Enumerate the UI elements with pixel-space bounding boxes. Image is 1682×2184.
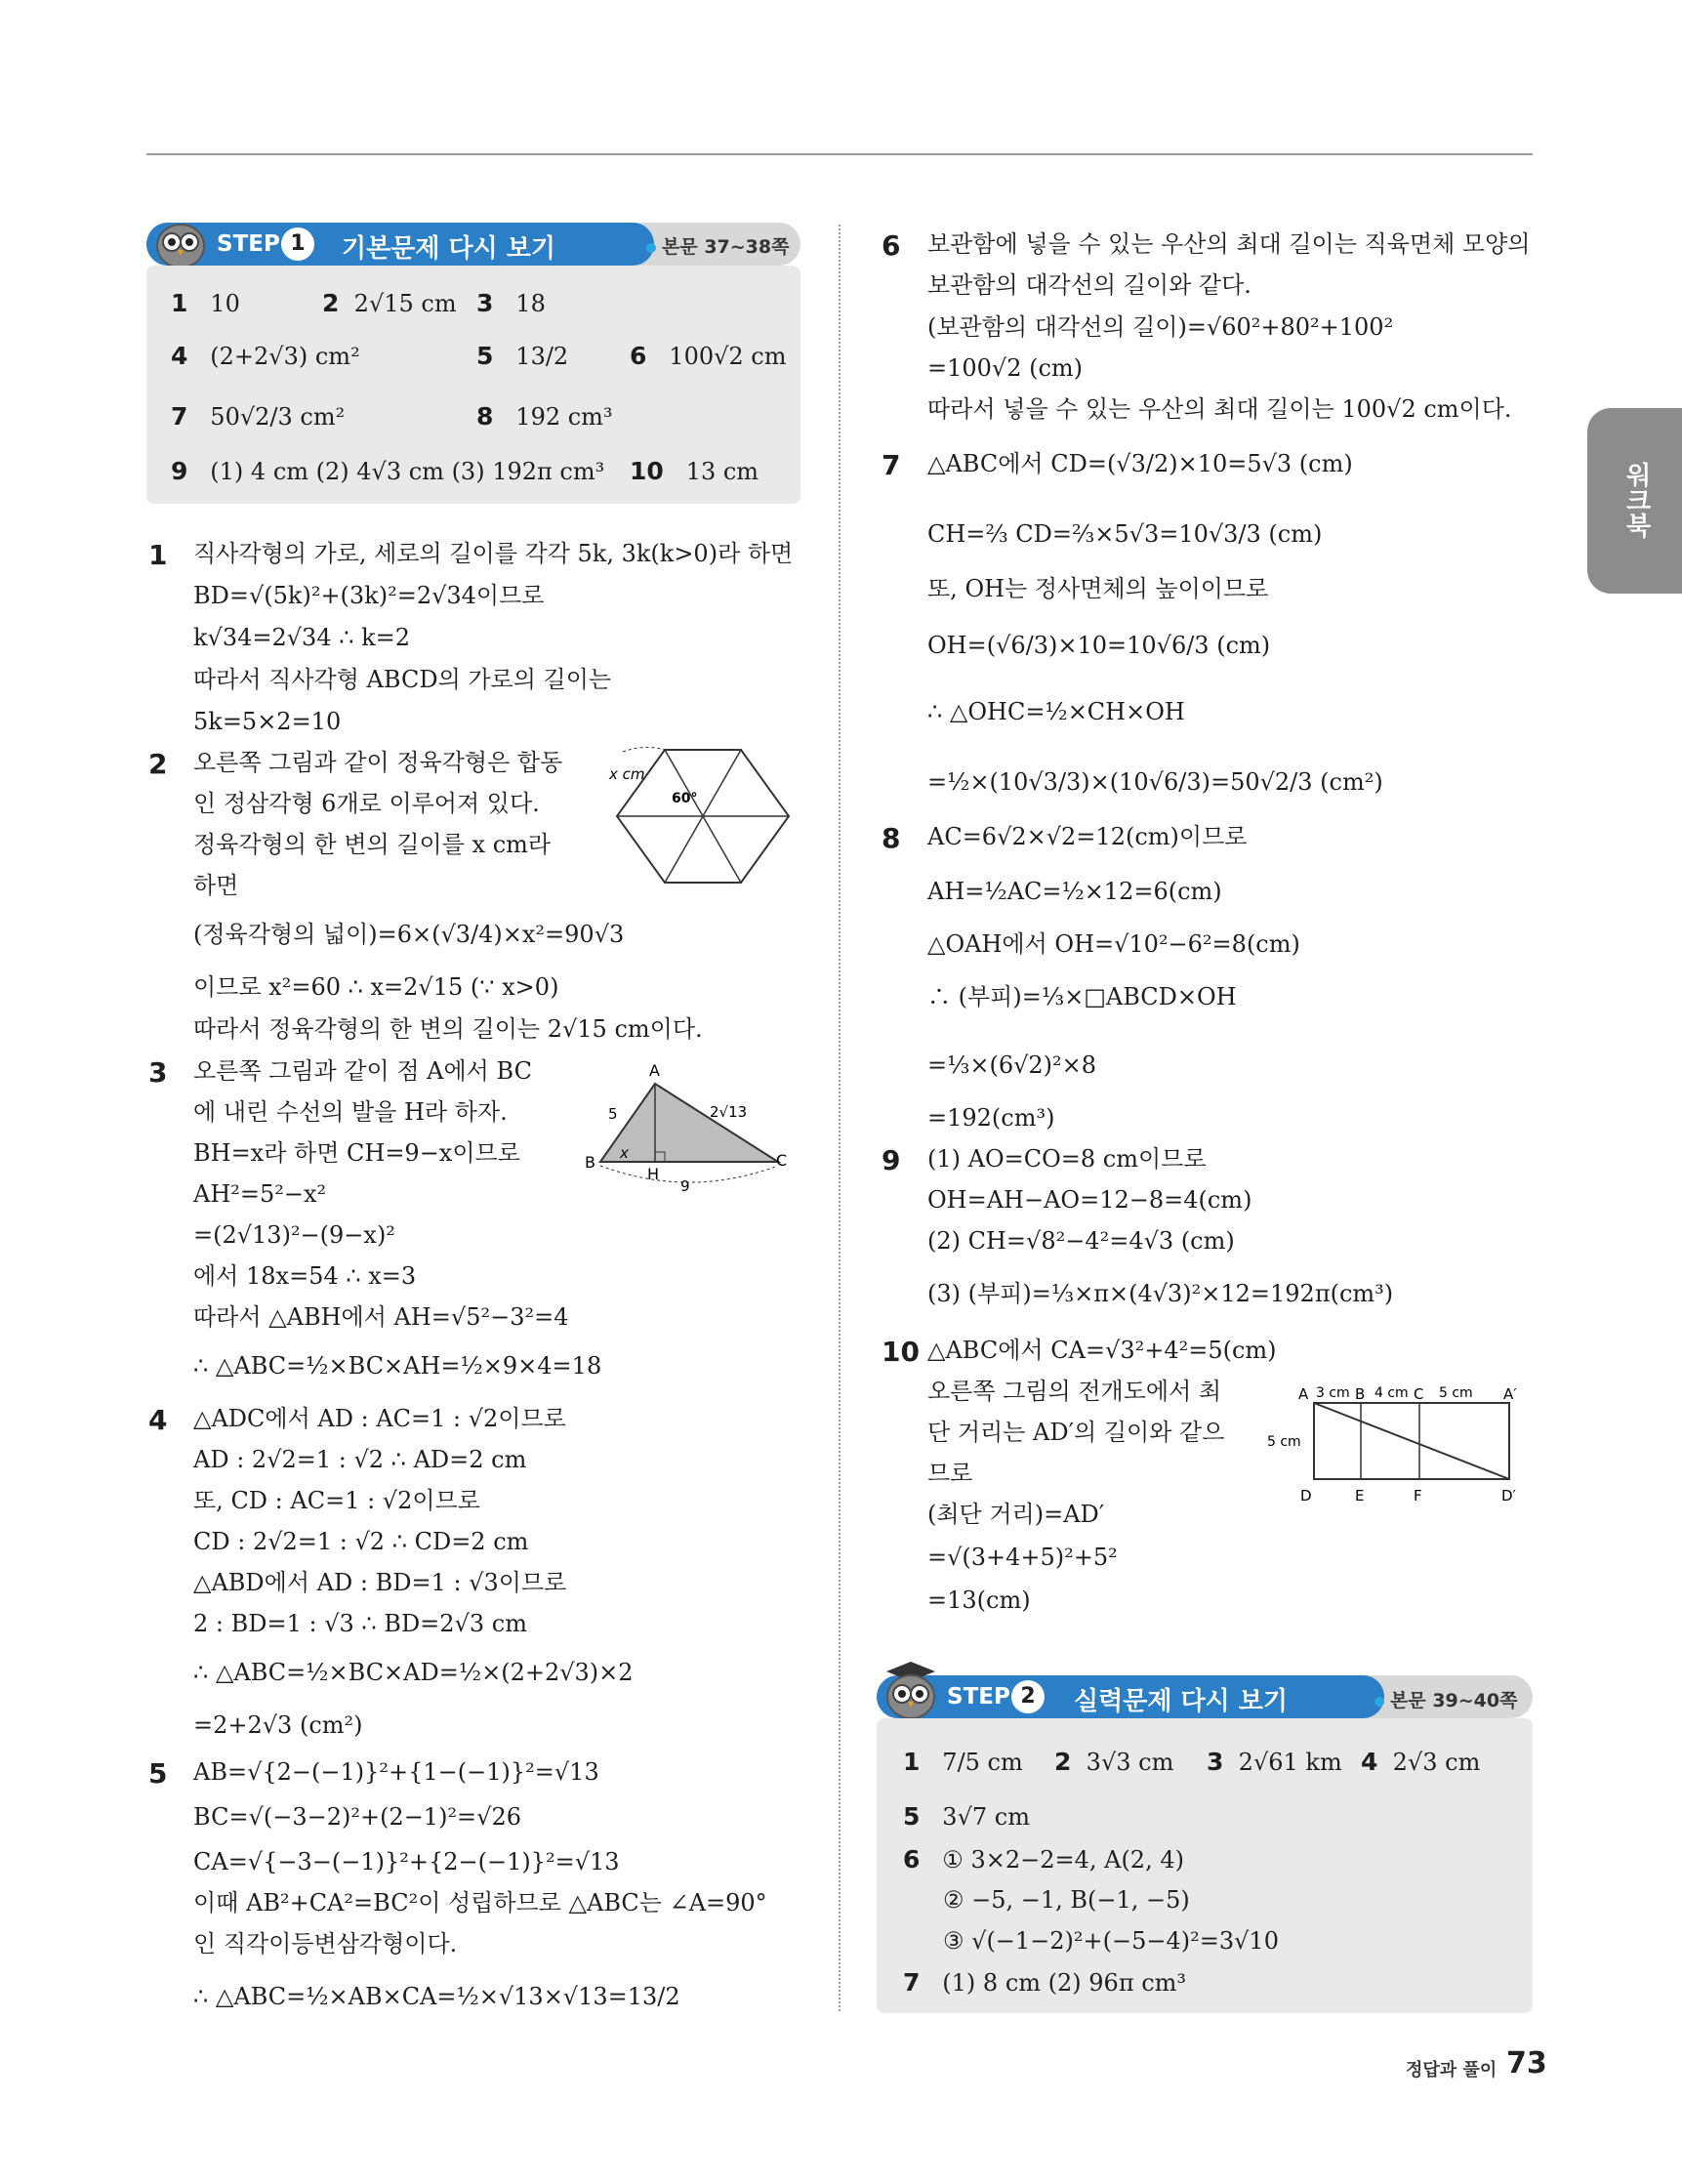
solution-line: 인 정삼각형 6개로 이루어져 있다. <box>193 790 540 817</box>
solution-line: ∴ (부피)=⅓×□ABCD×OH <box>927 983 1237 1010</box>
solution-line: AC=6√2×√2=12(cm)이므로 <box>927 823 1248 850</box>
top-rule <box>146 153 1533 155</box>
step1-answer: 4 (2+2√3) cm² <box>171 342 360 370</box>
triangle-figure <box>571 1062 800 1194</box>
problem-number: 10 <box>882 1336 920 1368</box>
solution-line: 따라서 넣을 수 있는 우산의 최대 길이는 100√2 cm이다. <box>927 395 1512 423</box>
problem-number: 7 <box>882 449 901 481</box>
solution-line: 므로 <box>927 1460 973 1487</box>
solution-line: 보관함의 대각선의 길이와 같다. <box>927 271 1251 299</box>
solution-line: 오른쪽 그림과 같이 점 A에서 BC <box>193 1057 532 1085</box>
solution-line: OH=(√6/3)×10=10√6/3 (cm) <box>927 632 1271 659</box>
solution-line: CA=√{−3−(−1)}²+{2−(−1)}²=√13 <box>193 1848 620 1875</box>
solution-line: =(2√13)²−(9−x)² <box>193 1221 395 1249</box>
solution-line: △ADC에서 AD : AC=1 : √2이므로 <box>193 1405 566 1432</box>
step1-ref: 본문 37~38쪽 <box>646 232 789 259</box>
net-label: A <box>1298 1385 1309 1403</box>
solution-line: 에 내린 수선의 발을 H라 하자. <box>193 1098 508 1126</box>
step2-answer: 1 7/5 cm <box>903 1748 1023 1776</box>
solution-line: 하면 <box>193 872 239 899</box>
solution-line: 정육각형의 한 변의 길이를 x cm라 <box>193 831 552 858</box>
shortest-path-line <box>1314 1403 1509 1479</box>
solution-line: ∴ △ABC=½×BC×AD=½×(2+2√3)×2 <box>193 1659 634 1686</box>
step2-answer: 4 2√3 cm <box>1361 1748 1481 1776</box>
problem-number: 1 <box>148 539 168 571</box>
hexagon-side-label: x cm <box>609 765 645 783</box>
side-label: 9 <box>680 1177 690 1194</box>
problem-number: 2 <box>148 748 168 780</box>
net-label: D′ <box>1501 1487 1516 1504</box>
solution-line: 또, OH는 정사면체의 높이이므로 <box>927 575 1269 602</box>
net-label: 4 cm <box>1374 1385 1409 1401</box>
solution-line: △ABC에서 CA=√3²+4²=5(cm) <box>927 1337 1277 1364</box>
solution-line: 에서 18x=54 ∴ x=3 <box>193 1262 417 1290</box>
solution-line: (보관함의 대각선의 길이)=√60²+80²+100² <box>927 313 1394 341</box>
step1-answer: 5 13/2 <box>476 342 569 370</box>
side-brace <box>623 747 665 752</box>
solution-line: 2 : BD=1 : √3 ∴ BD=2√3 cm <box>193 1610 527 1637</box>
footer-label: 정답과 풀이 <box>1406 2060 1497 2081</box>
side-label: 2√13 <box>710 1103 748 1121</box>
solution-line: ∴ △ABC=½×BC×AH=½×9×4=18 <box>193 1352 602 1380</box>
net-label: A′ <box>1503 1385 1517 1403</box>
solution-line: =⅓×(6√2)²×8 <box>927 1051 1097 1079</box>
solution-line: (1) AO=CO=8 cm이므로 <box>927 1145 1207 1173</box>
net-figure <box>1259 1381 1533 1508</box>
step2-answer: 3 2√61 km <box>1207 1748 1342 1776</box>
hexagon-angle-label: 60° <box>672 791 698 806</box>
problem-number: 6 <box>882 229 901 262</box>
step1-answer: 7 50√2/3 cm² <box>171 402 346 431</box>
step2-answer: ③ √(−1−2)²+(−5−4)²=3√10 <box>943 1927 1279 1955</box>
problem-number: 9 <box>882 1144 901 1176</box>
solution-line: AD : 2√2=1 : √2 ∴ AD=2 cm <box>193 1446 527 1473</box>
solution-line: =√(3+4+5)²+5² <box>927 1544 1118 1571</box>
net-label: F <box>1414 1487 1422 1504</box>
solution-line: OH=AH−AO=12−8=4(cm) <box>927 1186 1252 1214</box>
solution-line: =13(cm) <box>927 1586 1031 1614</box>
solution-line: 또, CD : AC=1 : √2이므로 <box>193 1487 480 1514</box>
step2-answer: 2 3√3 cm <box>1054 1748 1174 1776</box>
step1-answer: 8 192 cm³ <box>476 402 613 431</box>
hexagon-figure <box>605 742 800 888</box>
step2-ref: 본문 39~40쪽 <box>1374 1686 1517 1712</box>
step2-answer: 5 3√7 cm <box>903 1802 1030 1831</box>
step1-label: STEP <box>217 231 280 257</box>
solution-line: 오른쪽 그림의 전개도에서 최 <box>927 1378 1222 1405</box>
column-divider <box>839 225 841 2011</box>
solution-line: BC=√(−3−2)²+(2−1)²=√26 <box>193 1803 521 1831</box>
solution-line: △ABC에서 CD=(√3/2)×10=5√3 (cm) <box>927 450 1353 477</box>
page-number: 73 <box>1506 2046 1547 2081</box>
bullet-icon <box>1374 1697 1384 1707</box>
solution-line: 인 직각이등변삼각형이다. <box>193 1930 458 1957</box>
solution-line: 직사각형의 가로, 세로의 길이를 각각 5k, 3k(k>0)라 하면 <box>193 540 794 567</box>
solution-line: △OAH에서 OH=√10²−6²=8(cm) <box>927 930 1300 958</box>
problem-number: 5 <box>148 1757 168 1790</box>
vertex-label: C <box>776 1151 788 1170</box>
step1-answer: 3 18 <box>476 289 546 317</box>
solution-line: BD=√(5k)²+(3k)²=2√34이므로 <box>193 582 545 609</box>
step1-answer: 2 2√15 cm <box>322 289 457 317</box>
net-label: 3 cm <box>1316 1385 1350 1401</box>
problem-number: 8 <box>882 822 901 854</box>
vertex-label: H <box>647 1165 660 1183</box>
solution-line: (정육각형의 넓이)=6×(√3/4)×x²=90√3 <box>193 921 625 948</box>
step1-answer: 9 (1) 4 cm (2) 4√3 cm (3) 192π cm³ <box>171 457 605 485</box>
solution-line: =192(cm³) <box>927 1104 1055 1132</box>
net-label: 5 cm <box>1267 1434 1301 1450</box>
net-label: C <box>1414 1385 1424 1403</box>
solution-line: AH²=5²−x² <box>193 1180 327 1208</box>
step1-title: 기본문제 다시 보기 <box>342 234 556 264</box>
step2-answer: 7 (1) 8 cm (2) 96π cm³ <box>903 1968 1187 1997</box>
solution-line: 따라서 정육각형의 한 변의 길이는 2√15 cm이다. <box>193 1015 703 1043</box>
solution-line: ∴ △OHC=½×CH×OH <box>927 698 1185 725</box>
step1-answer: 1 10 <box>171 289 240 317</box>
step1-answer: 10 13 cm <box>630 457 759 485</box>
net-label: 5 cm <box>1439 1385 1473 1401</box>
step2-answer: 6 ① 3×2−2=4, A(2, 4) <box>903 1845 1184 1874</box>
step1-number: 1 <box>281 227 314 261</box>
solution-line: 오른쪽 그림과 같이 정육각형은 합동 <box>193 749 563 776</box>
solution-line: CD : 2√2=1 : √2 ∴ CD=2 cm <box>193 1528 529 1555</box>
bullet-icon <box>646 243 656 253</box>
solution-line: =100√2 (cm) <box>927 354 1084 382</box>
step2-answer: ② −5, −1, B(−1, −5) <box>943 1886 1190 1914</box>
solution-line: 이므로 x²=60 ∴ x=2√15 (∵ x>0) <box>193 973 559 1001</box>
problem-number: 4 <box>148 1404 168 1436</box>
solution-line: ∴ △ABC=½×AB×CA=½×√13×√13=13/2 <box>193 1983 680 2010</box>
solution-line: 단 거리는 AD′의 길이와 같으 <box>927 1419 1225 1446</box>
solution-line: =½×(10√3/3)×(10√6/3)=50√2/3 (cm²) <box>927 768 1383 796</box>
side-label: 5 <box>608 1105 618 1123</box>
solution-line: (최단 거리)=AD′ <box>927 1501 1105 1528</box>
step2-label: STEP <box>947 1684 1010 1710</box>
solution-line: BH=x라 하면 CH=9−x이므로 <box>193 1139 520 1167</box>
solution-line: 따라서 직사각형 ABCD의 가로의 길이는 <box>193 666 612 693</box>
solution-line: 따라서 △ABH에서 AH=√5²−3²=4 <box>193 1303 569 1331</box>
owl-graduate-icon <box>877 1660 945 1722</box>
solution-line: AH=½AC=½×12=6(cm) <box>927 878 1222 905</box>
solution-line: △ABD에서 AD : BD=1 : √3이므로 <box>193 1569 567 1596</box>
solution-line: 보관함에 넣을 수 있는 우산의 최대 길이는 직육면체 모양의 <box>927 230 1531 258</box>
problem-number: 3 <box>148 1056 168 1089</box>
step2-title: 실력문제 다시 보기 <box>1074 1687 1289 1716</box>
solution-line: AB=√{2−(−1)}²+{1−(−1)}²=√13 <box>193 1758 599 1786</box>
net-label: B <box>1355 1385 1366 1403</box>
solution-line: (3) (부피)=⅓×π×(4√3)²×12=192π(cm³) <box>927 1280 1394 1307</box>
vertex-label: B <box>585 1153 595 1172</box>
solution-line: 이때 AB²+CA²=BC²이 성립하므로 △ABC는 ∠A=90° <box>193 1889 767 1916</box>
net-label: D <box>1300 1487 1312 1504</box>
solution-line: (2) CH=√8²−4²=4√3 (cm) <box>927 1227 1235 1255</box>
side-label: x <box>620 1144 629 1162</box>
solution-line: k√34=2√34 ∴ k=2 <box>193 624 411 651</box>
section-side-tab: 워크북 <box>1587 408 1682 594</box>
step2-number: 2 <box>1011 1680 1045 1713</box>
solution-line: 5k=5×2=10 <box>193 708 342 735</box>
vertex-label: A <box>649 1062 660 1080</box>
net-label: E <box>1355 1487 1365 1504</box>
solution-line: CH=⅔ CD=⅔×5√3=10√3/3 (cm) <box>927 520 1323 548</box>
solution-line: =2+2√3 (cm²) <box>193 1711 363 1739</box>
step1-answer: 6 100√2 cm <box>630 342 787 370</box>
owl-icon <box>146 213 215 271</box>
